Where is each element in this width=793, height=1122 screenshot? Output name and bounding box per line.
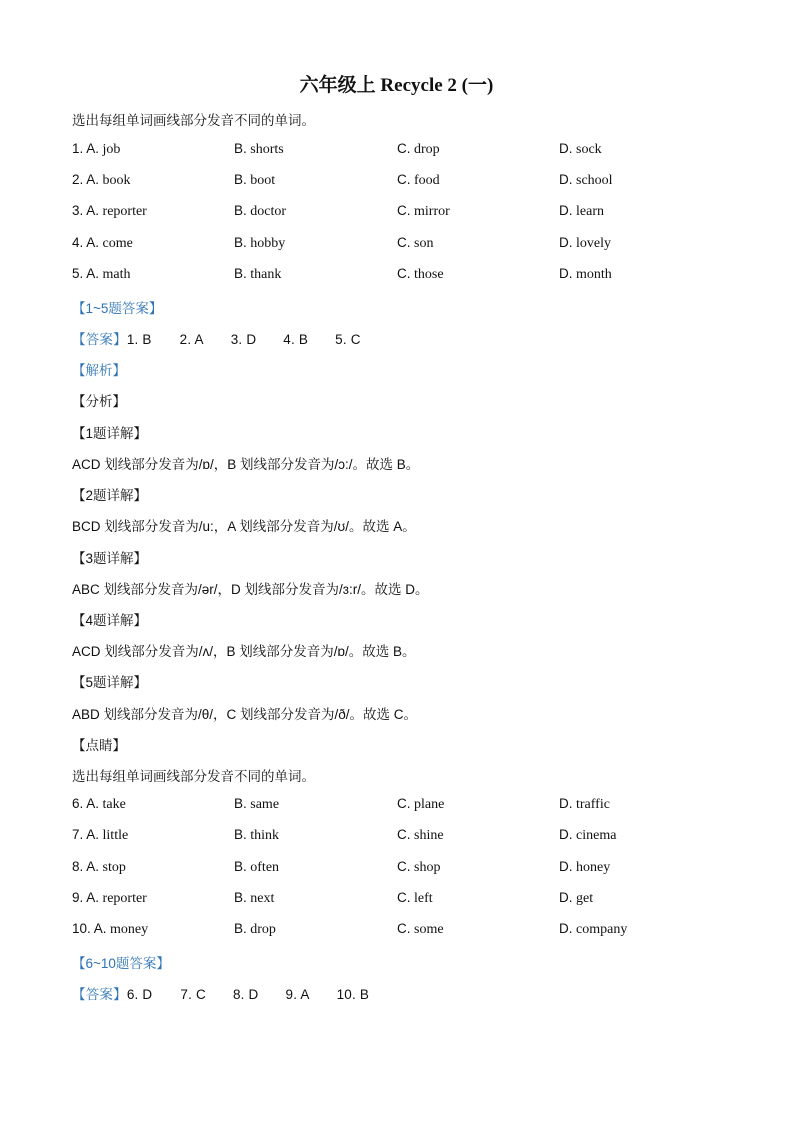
option-a: math bbox=[102, 267, 131, 282]
option-a: come bbox=[102, 236, 133, 251]
option-d: lovely bbox=[576, 236, 611, 251]
option-b: boot bbox=[250, 173, 276, 188]
answer-line-2: 【答案】6. D 7. C 8. D 9. A 10. B bbox=[72, 987, 370, 1002]
option-d: get bbox=[576, 891, 594, 906]
option-a: take bbox=[102, 797, 126, 812]
question-row: 10. A. money B. drop C. some D. company bbox=[72, 921, 628, 937]
question-row: 9. A. reporter B. next C. left D. get bbox=[72, 890, 594, 906]
question-row: 2. A. book B. boot C. food D. school bbox=[72, 172, 613, 188]
detail-text: BCD 划线部分发音为/u:，A 划线部分发音为/ʊ/。故选 A。 bbox=[72, 519, 416, 534]
fenxi-label: 【分析】 bbox=[72, 394, 126, 409]
question-number: 9. A. bbox=[72, 890, 100, 905]
option-a: stop bbox=[102, 860, 126, 875]
question-number: 4. A. bbox=[72, 235, 100, 250]
question-number: 10. A. bbox=[72, 921, 107, 936]
option-d: honey bbox=[576, 860, 611, 875]
question-row: 6. A. take B. same C. plane D. traffic bbox=[72, 796, 610, 812]
detail-heading: 【1题详解】 bbox=[72, 426, 148, 441]
option-c: shine bbox=[414, 828, 444, 843]
option-d: cinema bbox=[576, 828, 617, 843]
question-row: 5. A. math B. thank C. those D. month bbox=[72, 266, 612, 282]
question-row: 1. A. job B. shorts C. drop D. sock bbox=[72, 141, 602, 157]
detail-text: ABD 划线部分发音为/θ/，C 划线部分发音为/ð/。故选 C。 bbox=[72, 707, 418, 722]
option-c: those bbox=[414, 267, 444, 282]
question-number: 5. A. bbox=[72, 266, 100, 281]
question-number: 7. A. bbox=[72, 827, 100, 842]
option-b: drop bbox=[250, 922, 276, 937]
option-b: think bbox=[250, 828, 280, 843]
question-number: 3. A. bbox=[72, 203, 100, 218]
detail-heading: 【4题详解】 bbox=[72, 613, 148, 628]
page-title: 六年级上 Recycle 2 (一) bbox=[299, 75, 494, 96]
option-d: school bbox=[576, 173, 613, 188]
detail-heading: 【3题详解】 bbox=[72, 551, 148, 566]
dianjing-label: 【点睛】 bbox=[72, 738, 126, 753]
detail-text: ACD 划线部分发音为/ʌ/，B 划线部分发音为/ɒ/。故选 B。 bbox=[72, 644, 416, 659]
option-c: mirror bbox=[414, 204, 450, 219]
option-c: food bbox=[414, 173, 440, 188]
detail-text: ABC 划线部分发音为/ər/，D 划线部分发音为/ɜ:r/。故选 D。 bbox=[72, 582, 429, 597]
instruction-2: 选出每组单词画线部分发音不同的单词。 bbox=[72, 769, 315, 784]
option-a: money bbox=[110, 922, 149, 937]
analysis-label: 【解析】 bbox=[72, 363, 126, 378]
detail-heading: 【2题详解】 bbox=[72, 488, 148, 503]
option-b: next bbox=[250, 891, 275, 906]
detail-text: ACD 划线部分发音为/ɒ/，B 划线部分发音为/ɔ:/。故选 B。 bbox=[72, 457, 420, 472]
question-row: 4. A. come B. hobby C. son D. lovely bbox=[72, 235, 611, 251]
option-d: sock bbox=[576, 142, 602, 157]
option-a: job bbox=[102, 142, 121, 157]
question-number: 2. A. bbox=[72, 172, 100, 187]
option-a: reporter bbox=[102, 891, 147, 906]
option-c: left bbox=[414, 891, 433, 906]
question-row: 3. A. reporter B. doctor C. mirror D. learn bbox=[72, 203, 604, 219]
option-c: drop bbox=[414, 142, 440, 157]
option-a: reporter bbox=[102, 204, 147, 219]
option-b: hobby bbox=[250, 236, 286, 251]
option-c: plane bbox=[414, 797, 445, 812]
instruction-1: 选出每组单词画线部分发音不同的单词。 bbox=[72, 113, 315, 128]
question-row: 7. A. little B. think C. shine D. cinema bbox=[72, 827, 617, 843]
option-d: company bbox=[576, 922, 628, 937]
option-b: often bbox=[250, 860, 280, 875]
question-row: 8. A. stop B. often C. shop D. honey bbox=[72, 859, 611, 875]
option-a: little bbox=[102, 828, 129, 843]
answer-header-2: 【6~10题答案】 bbox=[72, 956, 170, 971]
option-a: book bbox=[102, 173, 131, 188]
option-c: son bbox=[414, 236, 434, 251]
option-c: shop bbox=[414, 860, 441, 875]
option-b: shorts bbox=[250, 142, 284, 157]
option-b: thank bbox=[250, 267, 282, 282]
question-number: 8. A. bbox=[72, 859, 100, 874]
option-d: month bbox=[576, 267, 612, 282]
answer-header-1: 【1~5题答案】 bbox=[72, 301, 163, 316]
option-c: some bbox=[414, 922, 444, 937]
option-b: doctor bbox=[250, 204, 287, 219]
answer-line-1: 【答案】1. B 2. A 3. D 4. B 5. C bbox=[72, 332, 361, 347]
option-b: same bbox=[250, 797, 280, 812]
question-number: 6. A. bbox=[72, 796, 100, 811]
option-d: traffic bbox=[576, 797, 610, 812]
detail-heading: 【5题详解】 bbox=[72, 675, 148, 690]
option-d: learn bbox=[576, 204, 604, 219]
question-number: 1. A. bbox=[72, 141, 100, 156]
